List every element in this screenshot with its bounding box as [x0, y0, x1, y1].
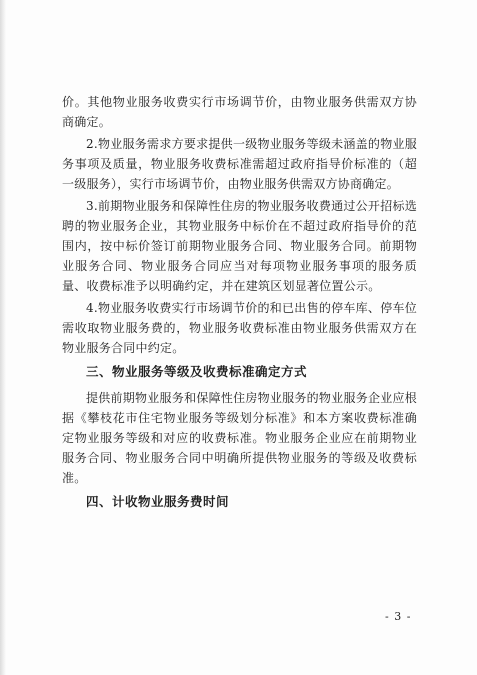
section-heading-3: 三、物业服务等级及收费标准确定方式 [86, 364, 308, 379]
paragraph-item-4: 4.物业服务收费实行市场调节价的和已出售的停车库、停车位需收取物业服务费的，物业服务收费标准由物业服务供需双方在物业服务合同中约定。 [62, 301, 417, 355]
document-body [62, 92, 417, 518]
section-heading-4: 四、计收物业服务费时间 [86, 494, 230, 509]
paragraph-item-3: 3.前期物业服务和保障性住房的物业服务收费通过公开招标选聘的物业服务企业，其物业服务中标价在不超过政府指导价的范围内，按中标价签订前期物业服务合同、物业服务合同。前期物业服务合同、物业服务合同应当对每项物业服务事项的服务质量、收费标准予以明确约定，并在建筑区划显著位置公示。 [62, 199, 417, 293]
page-fold-shadow [0, 0, 6, 675]
page-number: - 3 - [385, 610, 412, 623]
paragraph-section-3: 提供前期物业服务和保障性住房物业服务的物业服务企业应根据《攀枝花市住宅物业服务等级划分标准》和本方案收费标准确定物业服务等级和对应的收费标准。物业服务企业应在前期物业服务合同、物业服务合同中明确所提供物业服务的等级及收费标准。 [62, 391, 417, 485]
paragraph-item-2: 2.物业服务需求方要求提供一级物业服务等级未涵盖的物业服务事项及质量，物业服务收费标准需超过政府指导价标准的（超一级服务），实行市场调节价，由物业服务供需双方协商确定。 [62, 137, 417, 191]
paragraph-continuation: 价。其他物业服务收费实行市场调节价，由物业服务供需双方协商确定。 [62, 95, 417, 129]
